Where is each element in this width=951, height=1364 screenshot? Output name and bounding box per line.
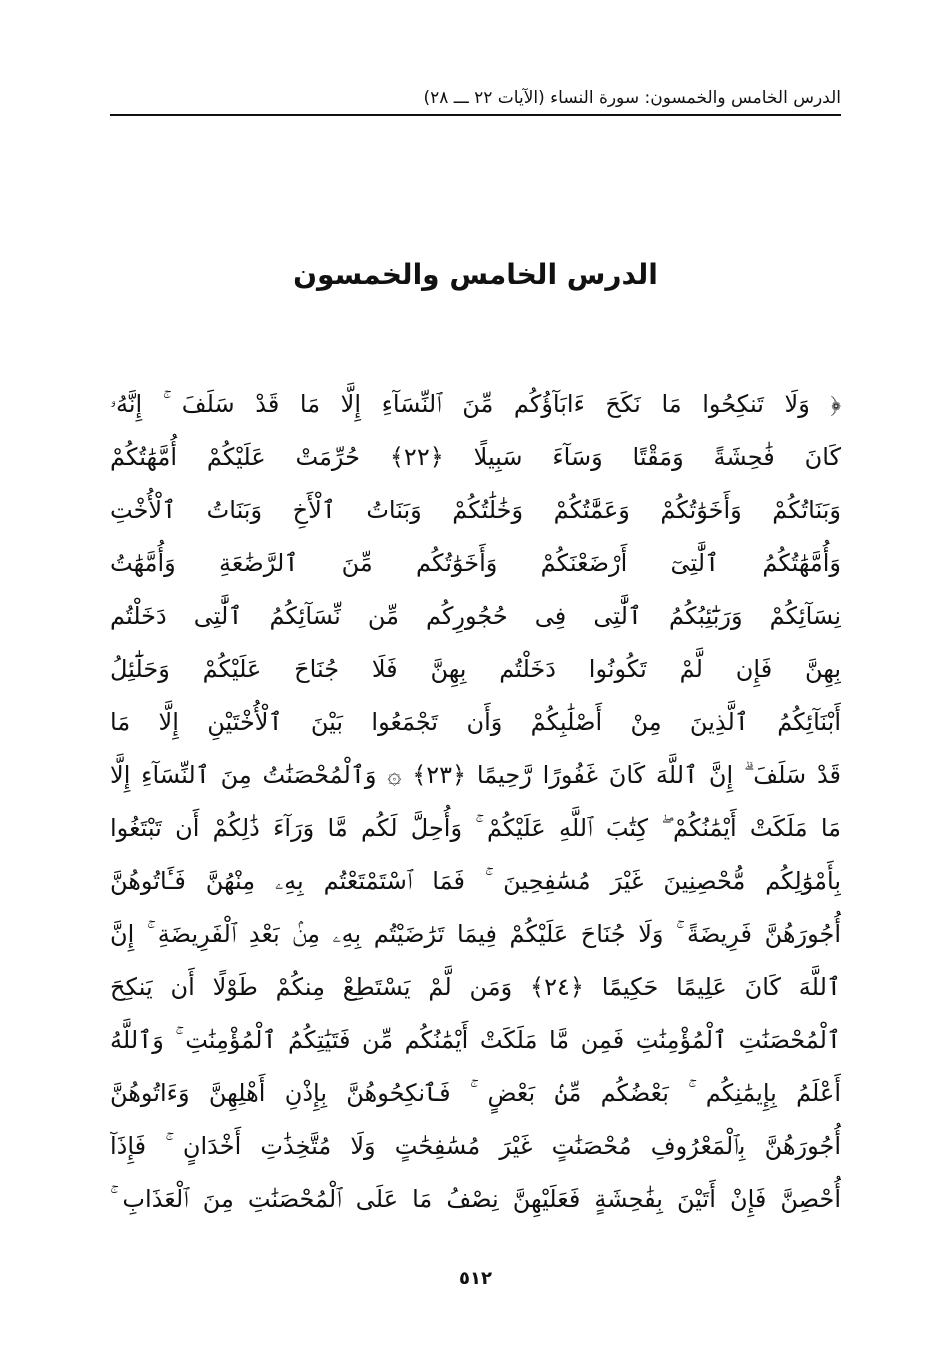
verse-line: قَدْ سَلَفَ ۗ إِنَّ ٱللَّهَ كَانَ غَفُورًا رَّحِيمًا ﴿٢٣﴾ ۞ وَٱلْمُحْصَنَٰتُ مِنَ ٱلنِّسَآءِ إِلَّا [110, 761, 841, 789]
page-number: ٥١٢ [459, 1268, 492, 1289]
verse-line: مَا مَلَكَتْ أَيْمَٰنُكُمْ ۖ كِتَٰبَ ٱللَّهِ عَلَيْكُمْ ۚ وَأُحِلَّ لَكُم مَّا وَرَآءَ ذَٰلِكُمْ أَن تَبْتَغُوا [110, 814, 841, 842]
quran-verses [110, 376, 841, 1236]
verse-line: أَبْنَآئِكُمُ ٱلَّذِينَ مِنْ أَصْلَٰبِكُمْ وَأَن تَجْمَعُوا بَيْنَ ٱلْأُخْتَيْنِ إِلَّا مَا [110, 708, 841, 736]
verse-line: ﴿ وَلَا تَنكِحُوا مَا نَكَحَ ءَابَآؤُكُم مِّنَ ٱلنِّسَآءِ إِلَّا مَا قَدْ سَلَفَ ۚ إِنَّهُۥ [110, 390, 841, 418]
verse-line: ٱللَّهَ كَانَ عَلِيمًا حَكِيمًا ﴿٢٤﴾ وَمَن لَّمْ يَسْتَطِعْ مِنكُمْ طَوْلًا أَن يَنكِحَ [110, 973, 841, 1001]
running-header: الدرس الخامس والخمسون: سورة النساء (الآيات ٢٢ ـــ ٢٨) [423, 88, 841, 108]
verse-line: ٱلْمُحْصَنَٰتِ ٱلْمُؤْمِنَٰتِ فَمِن مَّا مَلَكَتْ أَيْمَٰنُكُم مِّن فَتَيَٰتِكُمُ ٱلْمُؤْمِنَٰتِ ۚ وَٱللَّهُ [110, 1026, 841, 1054]
verse-line: وَبَنَاتُكُمْ وَأَخَوَٰتُكُمْ وَعَمَّٰتُكُمْ وَخَٰلَٰتُكُمْ وَبَنَاتُ ٱلْأَخِ وَبَنَاتُ ٱلْأُخْتِ [110, 496, 841, 524]
verse-line: أُجُورَهُنَّ بِٱلْمَعْرُوفِ مُحْصَنَٰتٍ غَيْرَ مُسَٰفِحَٰتٍ وَلَا مُتَّخِذَٰتِ أَخْدَانٍ ۚ فَإِذَآ [110, 1132, 841, 1160]
verse-line: أُحْصِنَّ فَإِنْ أَتَيْنَ بِفَٰحِشَةٍ فَعَلَيْهِنَّ نِصْفُ مَا عَلَى ٱلْمُحْصَنَٰتِ مِنَ ٱلْعَذَابِ ۚ [110, 1185, 841, 1213]
verse-line: بِأَمْوَٰلِكُم مُّحْصِنِينَ غَيْرَ مُسَٰفِحِينَ ۚ فَمَا ٱسْتَمْتَعْتُم بِهِۦ مِنْهُنَّ فَـَٔاتُوهُنَّ [110, 867, 841, 895]
verse-line: وَأُمَّهَٰتُكُمُ ٱلَّٰتِىٓ أَرْضَعْنَكُمْ وَأَخَوَٰتُكُم مِّنَ ٱلرَّضَٰعَةِ وَأُمَّهَٰتُ [110, 549, 841, 577]
header-divider [110, 114, 841, 116]
verse-line: أُجُورَهُنَّ فَرِيضَةً ۚ وَلَا جُنَاحَ عَلَيْكُمْ فِيمَا تَرَٰضَيْتُم بِهِۦ مِنۢ بَعْدِ ٱلْفَرِيضَةِ ۚ إِنَّ [110, 920, 841, 948]
verse-line: نِسَآئِكُمْ وَرَبَٰٓئِبُكُمُ ٱلَّٰتِى فِى حُجُورِكُم مِّن نِّسَآئِكُمُ ٱلَّٰتِى دَخَلْتُم [110, 602, 841, 630]
verse-line: أَعْلَمُ بِإِيمَٰنِكُم ۚ بَعْضُكُم مِّنۢ بَعْضٍ ۚ فَٱنكِحُوهُنَّ بِإِذْنِ أَهْلِهِنَّ وَءَاتُوهُنَّ [110, 1079, 841, 1107]
lesson-title: الدرس الخامس والخمسون [293, 258, 658, 291]
verse-line: كَانَ فَٰحِشَةً وَمَقْتًا وَسَآءَ سَبِيلًا ﴿٢٢﴾ حُرِّمَتْ عَلَيْكُمْ أُمَّهَٰتُكُمْ [110, 443, 841, 471]
verse-line: بِهِنَّ فَإِن لَّمْ تَكُونُوا دَخَلْتُم بِهِنَّ فَلَا جُنَاحَ عَلَيْكُمْ وَحَلَٰٓئِلُ [110, 655, 841, 683]
